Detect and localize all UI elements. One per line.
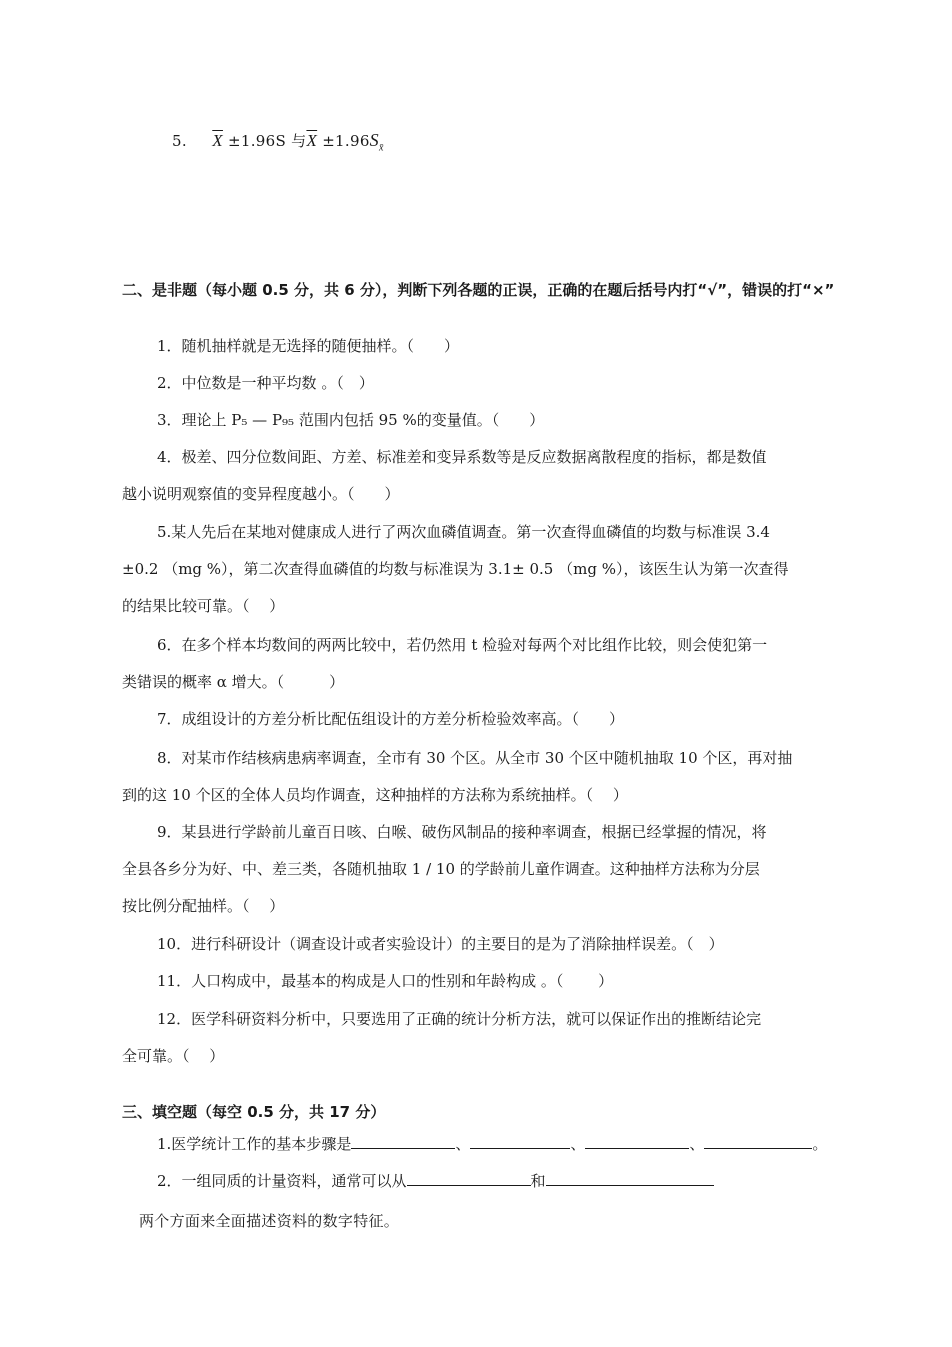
question-item: 11．人口构成中，最基本的构成是人口的性别和年龄构成 。（ ） — [157, 972, 614, 990]
fill-question-1: 1.医学统计工作的基本步骤是 、 、 、 。 — [157, 1135, 828, 1153]
section-heading-true-false: 二、是非题（每小题 0.5 分，共 6 分），判断下列各题的正误，正确的在题后括号内打“√”，错误的打“×” — [122, 281, 835, 299]
section-heading-fill-blank: 三、填空题（每空 0.5 分，共 17 分） — [122, 1103, 386, 1121]
question-item: 6．在多个样本均数间的两两比较中，若仍然用 t 检验对每两个对比组作比较，则会使犯第一 类错误的概率 α 增大。（ ） — [122, 636, 768, 691]
answer-blank[interactable] — [585, 1134, 689, 1149]
x-bar-symbol: $\overline{X}$ — [212, 131, 223, 150]
question-item: 12．医学科研资料分析中，只要选用了正确的统计分析方法，就可以保证作出的推断结论完 全可靠。（ ） — [122, 1010, 762, 1065]
fill-question-2-continued: 两个方面来全面描述资料的数字特征。 — [139, 1212, 400, 1230]
x-bar-symbol: $\overline{X}$ — [306, 131, 318, 150]
question-5-formula — [172, 130, 384, 154]
question-number: 5. — [172, 132, 187, 150]
answer-blank[interactable] — [546, 1171, 714, 1186]
question-item: 8．对某市作结核病患病率调查，全市有 30 个区。从全市 30 个区中随机抽取 10 个区，再对抽 到的这 10 个区的全体人员均作调查，这种抽样的方法称为系统抽样。（ ） — [122, 749, 793, 804]
answer-blank[interactable] — [351, 1134, 455, 1149]
answer-blank[interactable] — [704, 1134, 812, 1149]
question-item: 3．理论上 P₅ — P₉₅ 范围内包括 95 %的变量值。（ ） — [157, 411, 545, 429]
question-item: 4．极差、四分位数间距、方差、标准差和变异系数等是反应数据离散程度的指标，都是数值 越小说明观察值的变异程度越小。（ ） — [122, 448, 767, 503]
question-item: 10．进行科研设计（调查设计或者实验设计）的主要目的是为了消除抽样误差。（ ） — [157, 935, 724, 953]
question-item: 7．成组设计的方差分析比配伍组设计的方差分析检验效率高。（ ） — [157, 710, 625, 728]
question-item: 1．随机抽样就是无选择的随便抽样。（ ） — [157, 337, 460, 355]
question-item: 5.某人先后在某地对健康成人进行了两次血磷值调查。第一次查得血磷值的均数与标准误 3.4 ±0.2 （mg %），第二次查得血磷值的均数与标准误为 3.1± 0.5 （mg %），该医生认为第一次查得 的结果比较可靠。（ ） — [122, 523, 789, 615]
fill-question-2: 2．一组同质的计量资料，通常可以从 和 — [122, 1164, 838, 1198]
question-item: 2．中位数是一种平均数 。（ ） — [157, 374, 374, 392]
formula-text: ±1.96S 与 — [222, 132, 307, 150]
question-item: 9．某县进行学龄前儿童百日咳、白喉、破伤风制品的接种率调查，根据已经掌握的情况，将 全县各乡分为好、中、差三类，各随机抽取 1 / 10 的学龄前儿童作调查。这种抽样方法称为分层 按比例分配抽样。（ ） — [122, 823, 767, 915]
answer-blank[interactable] — [407, 1171, 531, 1186]
standard-error-symbol: $S_{x̄}$ — [369, 130, 384, 154]
answer-blank[interactable] — [470, 1134, 570, 1149]
formula-text: ±1.96 — [317, 132, 370, 150]
